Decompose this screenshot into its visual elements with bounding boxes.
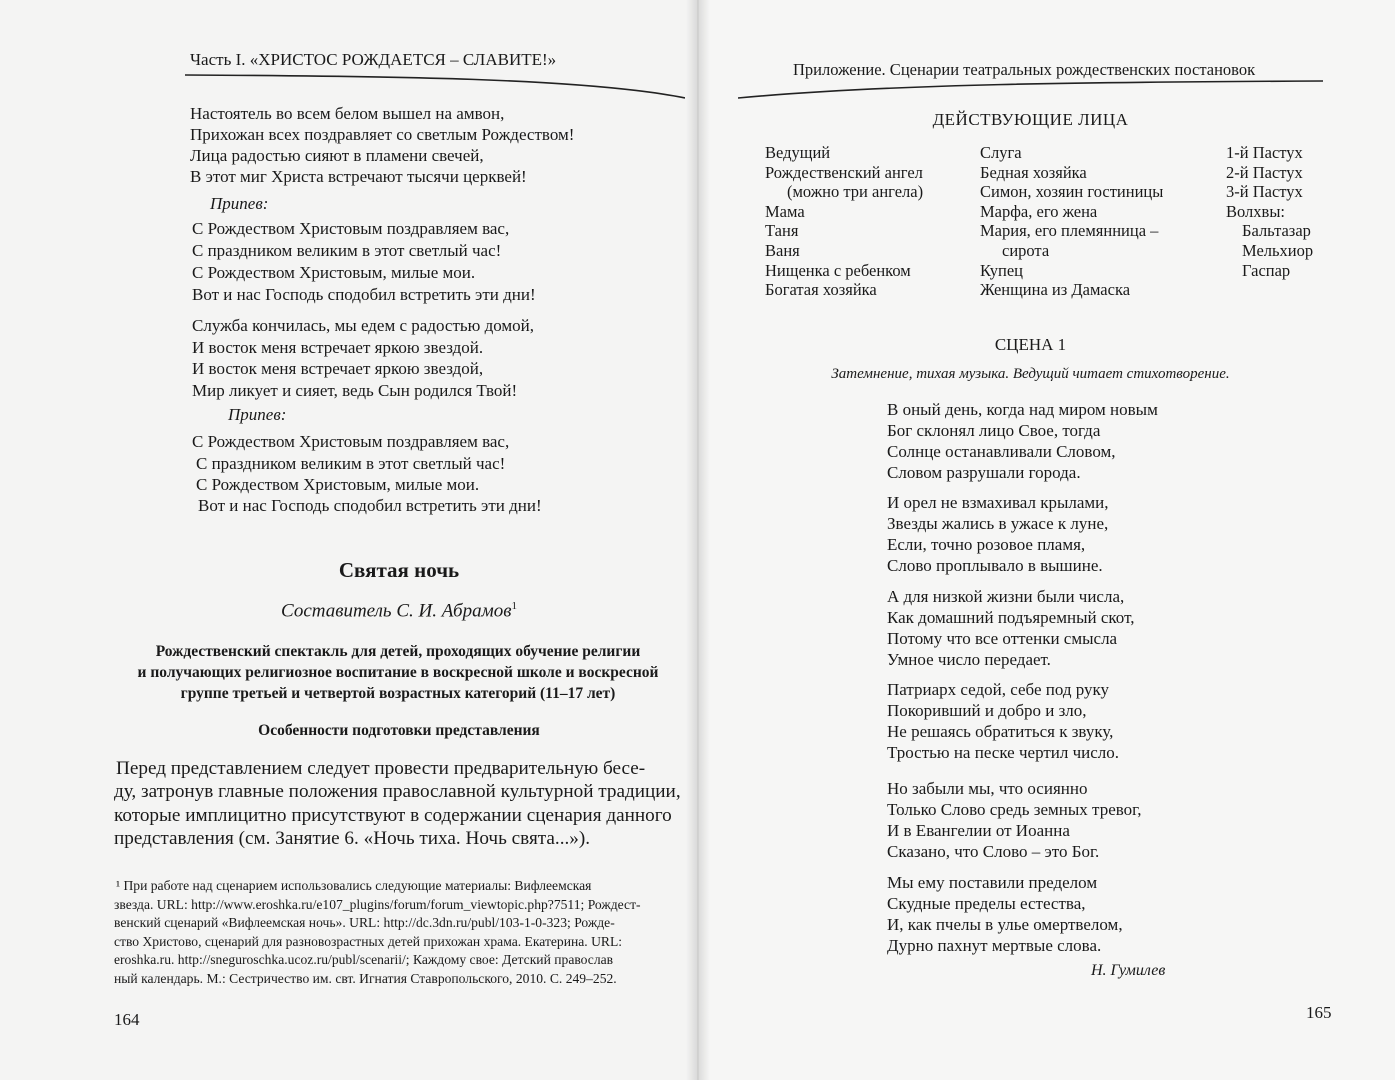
verse-line: С Рождеством Христовым поздравляем вас, bbox=[192, 219, 510, 238]
verse-line: Вот и нас Господь сподобил встретить эти дни! bbox=[198, 496, 542, 515]
verse-line: И в Евангелии от Иоанна bbox=[887, 821, 1070, 840]
cast-item: Марфа, его жена bbox=[980, 201, 1098, 221]
cast-item: Мельхиор bbox=[1242, 240, 1314, 260]
footnote-ref: 1 bbox=[511, 600, 517, 612]
cast-item: 3-й Пастух bbox=[1226, 182, 1303, 202]
verse-line: И восток меня встречает яркою звездой, bbox=[192, 359, 484, 378]
page-number-left: 164 bbox=[114, 1010, 140, 1029]
play-author: Составитель С. И. Абрамов$^1$ bbox=[281, 600, 517, 622]
verse-line: Словом разрушали города. bbox=[887, 463, 1081, 482]
header-rule-right bbox=[738, 80, 1323, 102]
poem-author: Н. Гумилев bbox=[1091, 962, 1166, 979]
verse-line: С Рождеством Христовым, милые мои. bbox=[192, 263, 476, 282]
refrain-label: Припев: bbox=[228, 405, 287, 424]
cast-column-3 bbox=[1226, 143, 1313, 280]
prose-paragraph bbox=[114, 757, 684, 851]
cast-item: 2-й Пастух bbox=[1226, 162, 1303, 182]
verse-line: Патриарх седой, себе под руку bbox=[887, 680, 1110, 699]
cast-title: ДЕЙСТВУЮЩИЕ ЛИЦА bbox=[932, 110, 1129, 129]
prose-line: Перед представлением следует провести предварительную бесе- bbox=[116, 758, 646, 779]
verse-line: С Рождеством Христовым, милые мои. bbox=[196, 475, 480, 494]
cast-item: Ваня bbox=[765, 240, 800, 260]
verse-line: Вот и нас Господь сподобил встретить эти дни! bbox=[192, 285, 536, 304]
verse-line: Умное число передает. bbox=[887, 650, 1051, 669]
verse-line: Тростью на песке чертил число. bbox=[887, 743, 1120, 762]
refrain-label: Припев: bbox=[210, 194, 269, 213]
verse-line: С Рождеством Христовым поздравляем вас, bbox=[192, 432, 510, 451]
footnote-line: ¹ При работе над сценарием использовались следующие материалы: Вифлеемская bbox=[116, 878, 592, 893]
verse-line: Но забыли мы, что осиянно bbox=[887, 779, 1088, 798]
cast-item: Гаспар bbox=[1242, 260, 1291, 280]
verse-line: И, как пчелы в улье омертвелом, bbox=[887, 915, 1123, 934]
cast-column-2 bbox=[980, 143, 1163, 300]
footnote-line: eroshka.ru. http://sneguroschka.ucoz.ru/publ/scenarii/; Каждому свое: Детский православ bbox=[114, 952, 614, 968]
cast-item: (можно три ангела) bbox=[787, 182, 924, 202]
verse-line: С праздником великим в этот светлый час! bbox=[196, 454, 506, 473]
verse-line: Лица радостью сияют в пламени свечей, bbox=[190, 146, 484, 165]
cast-item: Бедная хозяйка bbox=[980, 162, 1087, 182]
verse-line: Покоривший и добро и зло, bbox=[887, 701, 1087, 720]
verse-line: Служба кончилась, мы едем с радостью домой, bbox=[192, 316, 535, 335]
subtitle-line: группе третьей и четвертой возрастных категорий (11–17 лет) bbox=[180, 685, 616, 702]
verse-line: Сказано, что Слово – это Бог. bbox=[887, 842, 1100, 861]
verse-line: Бог склонял лицо Свое, тогда bbox=[887, 421, 1101, 440]
section-heading: Особенности подготовки представления bbox=[258, 722, 540, 739]
cast-item: Бальтазар bbox=[1242, 221, 1311, 241]
cast-item: Мария, его племянница – bbox=[980, 221, 1159, 241]
verse-line: Прихожан всех поздравляет со светлым Рождеством! bbox=[190, 125, 575, 144]
running-head-left: Часть I. «ХРИСТОС РОЖДАЕТСЯ – СЛАВИТЕ!» bbox=[190, 50, 557, 69]
verse-line: Не решаясь обратиться к звуку, bbox=[887, 722, 1114, 741]
cast-column-1 bbox=[765, 143, 923, 300]
subtitle-line: Рождественский спектакль для детей, проходящих обучение религии bbox=[155, 643, 641, 660]
verse-line: И восток меня встречает яркою звездой. bbox=[192, 338, 484, 357]
stage-direction: Затемнение, тихая музыка. Ведущий читает стихотворение. bbox=[831, 366, 1230, 382]
footnote-line: ный календарь. М.: Сестричество им. свт. Игнатия Ставропольского, 2010. С. 249–252. bbox=[114, 970, 617, 986]
play-subtitle bbox=[108, 641, 688, 704]
verse-line: Звезды жались в ужасе к луне, bbox=[887, 514, 1109, 533]
verse-line: Если, точно розовое пламя, bbox=[887, 535, 1086, 554]
right-page bbox=[698, 0, 1395, 1080]
cast-item: Богатая хозяйка bbox=[765, 280, 877, 300]
prose-line: представления (см. Занятие 6. «Ночь тиха. Ночь свята...»). bbox=[114, 828, 591, 850]
footnote-line: ство Христово, сценарий для разновозрастных детей прихожан храма. Екатерина. URL: bbox=[114, 933, 623, 949]
subtitle-line: и получающих религиозное воспитание в воскресной школе и воскресной bbox=[137, 664, 659, 681]
play-title: Святая ночь bbox=[338, 558, 460, 582]
cast-item: Нищенка с ребенком bbox=[765, 260, 911, 280]
verse-line: Только Слово средь земных тревог, bbox=[887, 800, 1142, 819]
cast-item: Таня bbox=[765, 221, 799, 241]
cast-item: Слуга bbox=[980, 143, 1022, 162]
verse-line: Скудные пределы естества, bbox=[887, 894, 1086, 913]
footnote-line: звезда. URL: http://www.eroshka.ru/e107_plugins/forum/forum_viewtopic.php?7511; Рождест- bbox=[114, 896, 641, 912]
verse-line: Мир ликует и сияет, ведь Сын родился Твой! bbox=[192, 381, 518, 400]
cast-item: сирота bbox=[1002, 240, 1050, 260]
cast-item: 1-й Пастух bbox=[1226, 143, 1303, 162]
cast-item: Волхвы: bbox=[1226, 201, 1285, 221]
verse-line: С праздником великим в этот светлый час! bbox=[192, 241, 502, 260]
verse-line: Настоятель во всем белом вышел на амвон, bbox=[190, 104, 505, 123]
cast-item: Купец bbox=[980, 260, 1023, 280]
cast-item: Женщина из Дамаска bbox=[980, 280, 1131, 300]
scene-title: СЦЕНА 1 bbox=[994, 335, 1067, 354]
verse-line: В этот миг Христа встречают тысячи церквей! bbox=[190, 167, 527, 186]
verse-line: Мы ему поставили пределом bbox=[887, 873, 1098, 892]
verse-line: А для низкой жизни были числа, bbox=[887, 587, 1125, 606]
footnote bbox=[114, 877, 682, 989]
verse-line: И орел не взмахивал крылами, bbox=[887, 493, 1109, 512]
header-rule-left bbox=[185, 74, 685, 100]
footnote-line: венский сценарий «Вифлеемская ночь». URL: http://dc.3dn.ru/publ/103-1-0-323; Рожде- bbox=[114, 915, 615, 931]
cast-item: Мама bbox=[765, 201, 805, 221]
book-gutter bbox=[686, 0, 710, 1080]
cast-item: Ведущий bbox=[765, 143, 831, 162]
verse-line: Солнце останавливали Словом, bbox=[887, 442, 1116, 461]
verse-line: В оный день, когда над миром новым bbox=[887, 400, 1158, 419]
verse-line: Дурно пахнут мертвые слова. bbox=[887, 936, 1102, 955]
verse-line: Как домашний подъяремный скот, bbox=[887, 608, 1135, 627]
page-number-right: 165 bbox=[1306, 1003, 1332, 1022]
prose-line: ду, затронув главные положения православной культурной традиции, bbox=[114, 781, 681, 803]
cast-item: Симон, хозяин гостиницы bbox=[980, 182, 1164, 202]
prose-line: которые имплицитно присутствуют в содержании сценария данного bbox=[114, 804, 672, 826]
cast-item: Рождественский ангел bbox=[765, 162, 923, 182]
verse-line: Слово проплывало в вышине. bbox=[887, 556, 1103, 575]
verse-line: Потому что все оттенки смысла bbox=[887, 629, 1118, 648]
running-head-right: Приложение. Сценарии театральных рождественских постановок bbox=[793, 60, 1256, 79]
